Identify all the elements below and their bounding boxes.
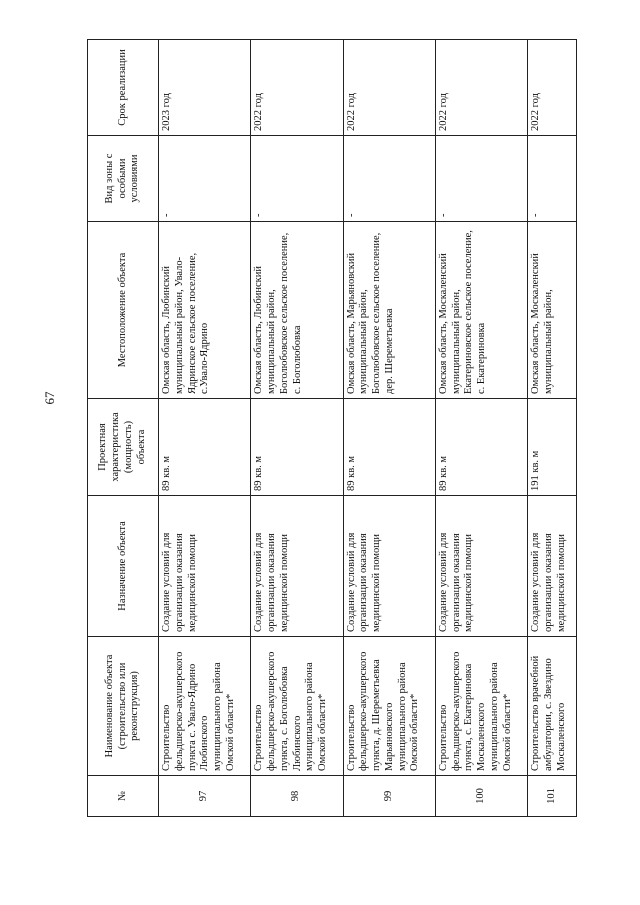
object-name: Строительство фельдшерско-акушерского пункта с. Увало-Ядрино Любинского муниципального района Омской области* xyxy=(159,637,251,776)
object-name: Строительство фельдшерско-акушерского пункта, с. Екатериновка Москаленского муниципального района Омской области* xyxy=(435,637,527,776)
row-number: 98 xyxy=(251,776,343,817)
object-name: Строительство фельдшерско-акушерского пункта, с. Боголюбовка Любинского муниципального района Омской области* xyxy=(251,637,343,776)
table-row xyxy=(528,40,577,817)
object-zone: - xyxy=(251,136,343,222)
table-row xyxy=(159,40,251,817)
row-number: 100 xyxy=(435,776,527,817)
object-term: 2022 год xyxy=(343,40,435,136)
object-purpose: Создание условий для организации оказания медицинской помощи xyxy=(343,496,435,637)
header-object-name: Наименование объекта (строительство или реконструкция) xyxy=(88,637,159,776)
header-purpose: Назначение объекта xyxy=(88,496,159,637)
table-header-row xyxy=(88,40,159,817)
object-zone: - xyxy=(528,136,577,222)
object-term: 2022 год xyxy=(528,40,577,136)
page-number: 67 xyxy=(42,391,57,405)
object-capacity: 89 кв. м xyxy=(343,399,435,496)
object-capacity: 89 кв. м xyxy=(435,399,527,496)
row-number: 97 xyxy=(159,776,251,817)
object-term: 2022 год xyxy=(435,40,527,136)
header-capacity: Проектная характеристика (мощность) объекта xyxy=(88,399,159,496)
table-row xyxy=(343,40,435,817)
object-location: Омская область, Марьяновский муниципальный район, Боголюбовское сельское поселение, дер. Шереметьевка xyxy=(343,222,435,399)
object-zone: - xyxy=(343,136,435,222)
row-number: 101 xyxy=(528,776,577,817)
objects-table xyxy=(87,39,577,817)
object-location: Омская область, Москаленский муниципальный район, xyxy=(528,222,577,399)
object-location: Омская область, Москаленский муниципальный район, Екатериновское сельское поселение, с. Екатериновка xyxy=(435,222,527,399)
object-purpose: Создание условий для организации оказания медицинской помощи xyxy=(251,496,343,637)
object-purpose: Создание условий для организации оказания медицинской помощи xyxy=(435,496,527,637)
rotated-table-container xyxy=(87,40,577,817)
object-location: Омская область, Любинский муниципальный район, Увало-Ядринское сельское поселение, с.Увало-Ядрино xyxy=(159,222,251,399)
header-number: № xyxy=(88,776,159,817)
header-term: Срок реализации xyxy=(88,40,159,136)
object-name: Строительство врачебной амбулатории, с. Звездино Москаленского xyxy=(528,637,577,776)
object-purpose: Создание условий для организации оказания медицинской помощи xyxy=(528,496,577,637)
object-capacity: 89 кв. м xyxy=(159,399,251,496)
header-location: Местоположение объекта xyxy=(88,222,159,399)
object-zone: - xyxy=(159,136,251,222)
object-zone: - xyxy=(435,136,527,222)
table-row xyxy=(435,40,527,817)
object-location: Омская область, Любинский муниципальный район, Боголюбовское сельское поселение, с. Боголюбовка xyxy=(251,222,343,399)
object-purpose: Создание условий для организации оказания медицинской помощи xyxy=(159,496,251,637)
object-name: Строительство фельдшерско-акушерского пункта, д. Шереметьевка Марьяновского муниципального района Омской области* xyxy=(343,637,435,776)
object-term: 2023 год xyxy=(159,40,251,136)
table-row xyxy=(251,40,343,817)
object-term: 2022 год xyxy=(251,40,343,136)
object-capacity: 191 кв. м xyxy=(528,399,577,496)
row-number: 99 xyxy=(343,776,435,817)
header-zone-type: Вид зоны с особыми условиями xyxy=(88,136,159,222)
object-capacity: 89 кв. м xyxy=(251,399,343,496)
